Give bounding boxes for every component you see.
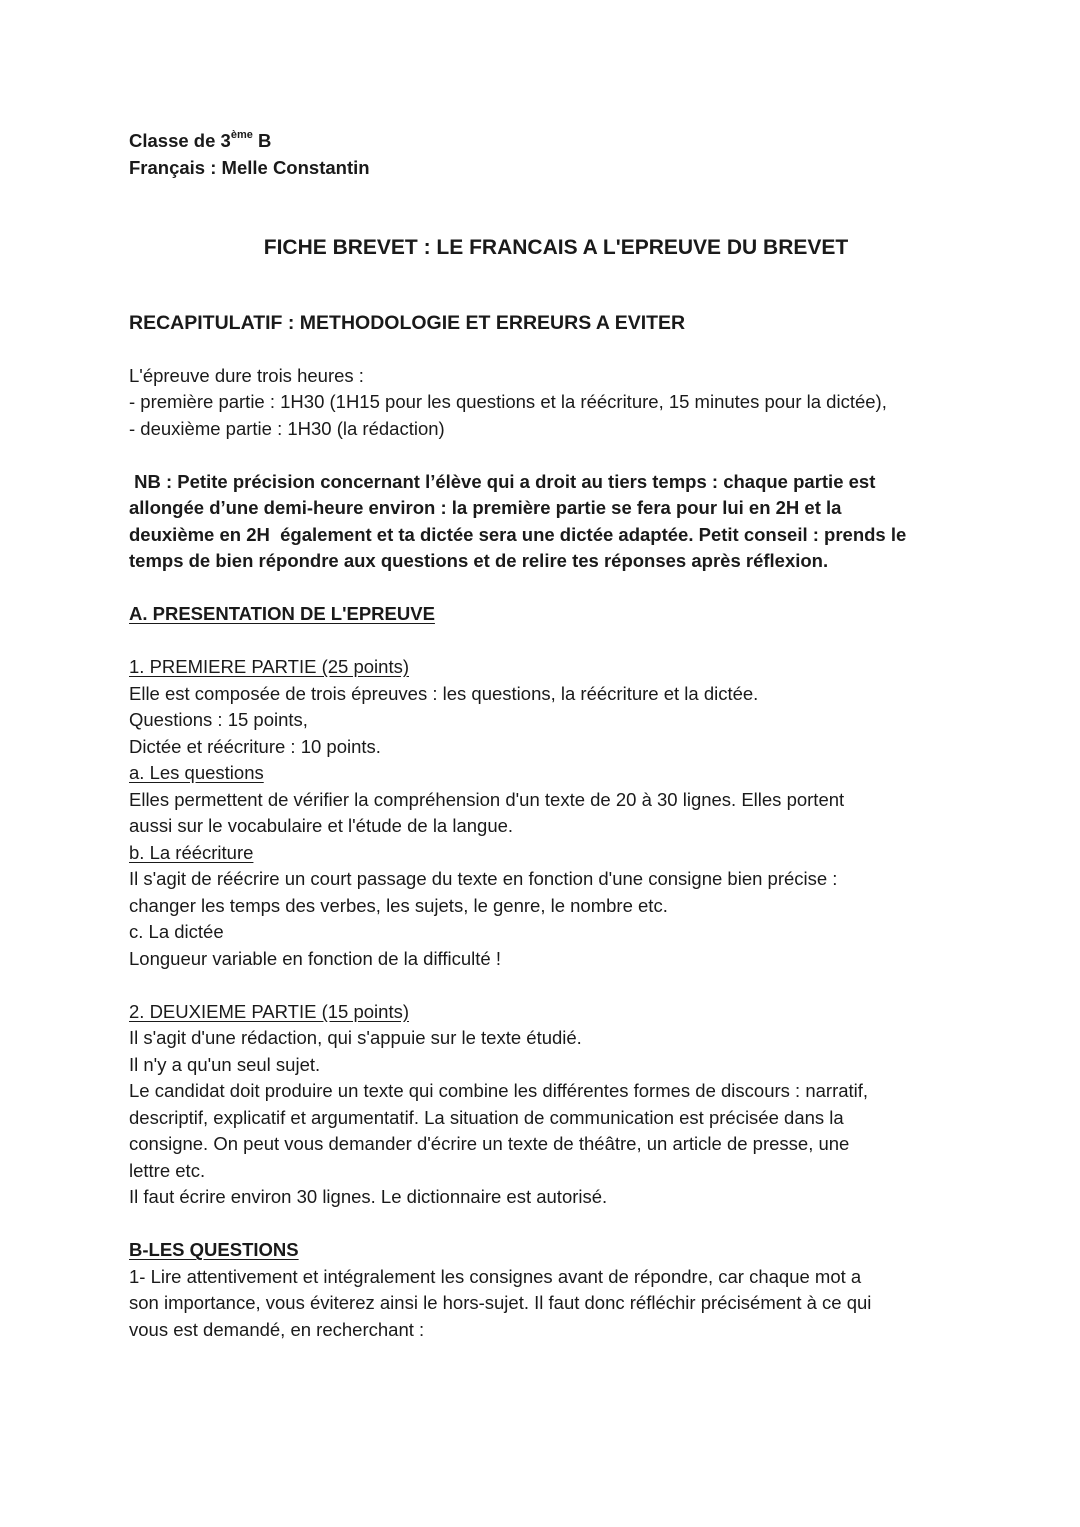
section-b-line: vous est demandé, en recherchant :	[129, 1318, 425, 1340]
teacher-label: Français : Melle Constantin	[129, 156, 370, 178]
section-b-line: son importance, vous éviterez ainsi le hors-sujet. Il faut donc réfléchir précisément à ce qui	[129, 1292, 872, 1313]
part1-line: Elle est composée de trois épreuves : les questions, la réécriture et la dictée.	[129, 682, 759, 704]
document-page	[129, 128, 959, 1343]
part1-line: Questions : 15 points,	[129, 709, 308, 730]
dictee-line: Longueur variable en fonction de la difficulté !	[129, 947, 501, 969]
part2-line: Il n'y a qu'un seul sujet.	[129, 1053, 321, 1075]
nb-line: temps de bien répondre aux questions et de relire tes réponses après réflexion.	[129, 550, 829, 571]
recap-line: L'épreuve dure trois heures :	[129, 364, 364, 386]
subheading-reecriture: b. La réécriture	[129, 841, 254, 863]
document-title: FICHE BREVET : LE FRANCAIS A L'EPREUVE DU BREVET	[263, 236, 849, 259]
part2-line: Le candidat doit produire un texte qui combine les différentes formes de discours : narratif,	[129, 1080, 869, 1101]
class-label	[129, 128, 959, 155]
part2-heading: 2. DEUXIEME PARTIE (15 points)	[129, 1000, 409, 1022]
section-b-heading: B-LES QUESTIONS	[129, 1239, 299, 1260]
part2-line: consigne. On peut vous demander d'écrire un texte de théâtre, un article de presse, une	[129, 1133, 850, 1154]
questions-line: Elles permettent de vérifier la compréhension d'un texte de 20 à 30 lignes. Elles portent	[129, 788, 845, 810]
reecriture-line: changer les temps des verbes, les sujets, le genre, le nombre etc.	[129, 894, 668, 916]
part2-line: Il s'agit d'une rédaction, qui s'appuie sur le texte étudié.	[129, 1027, 582, 1048]
nb-line: NB : Petite précision concernant l’élève qui a droit au tiers temps : chaque partie est	[129, 470, 876, 492]
recap-line: - première partie : 1H30 (1H15 pour les questions et la réécriture, 15 minutes pour la dictée),	[129, 391, 887, 412]
subheading-dictee: c. La dictée	[129, 921, 224, 942]
reecriture-line: Il s'agit de réécrire un court passage du texte en fonction d'une consigne bien précise :	[129, 868, 838, 889]
section-b-line: 1- Lire attentivement et intégralement les consignes avant de répondre, car chaque mot a	[129, 1265, 862, 1287]
subheading-questions: a. Les questions	[129, 762, 264, 783]
part2-line: lettre etc.	[129, 1159, 206, 1181]
part2-line: Il faut écrire environ 30 lignes. Le dictionnaire est autorisé.	[129, 1186, 608, 1207]
recap-heading: RECAPITULATIF : METHODOLOGIE ET ERREURS A EVITER	[129, 311, 686, 334]
section-a-heading: A. PRESENTATION DE L'EPREUVE	[129, 603, 435, 624]
nb-line: deuxième en 2H également et ta dictée sera une dictée adaptée. Petit conseil : prends le	[129, 523, 907, 545]
part1-heading: 1. PREMIERE PARTIE (25 points)	[129, 656, 409, 677]
part1-line: Dictée et réécriture : 10 points.	[129, 735, 381, 757]
questions-line: aussi sur le vocabulaire et l'étude de la langue.	[129, 815, 514, 836]
nb-line: allongée d’une demi-heure environ : la première partie se fera pour lui en 2H et la	[129, 497, 842, 518]
part2-line: descriptif, explicatif et argumentatif. La situation de communication est précisée dans la	[129, 1106, 844, 1128]
class-superscript: ème	[230, 129, 253, 141]
class-suffix: B	[252, 130, 272, 151]
class-prefix: Classe de 3	[129, 130, 231, 151]
recap-line: - deuxième partie : 1H30 (la rédaction)	[129, 417, 445, 439]
